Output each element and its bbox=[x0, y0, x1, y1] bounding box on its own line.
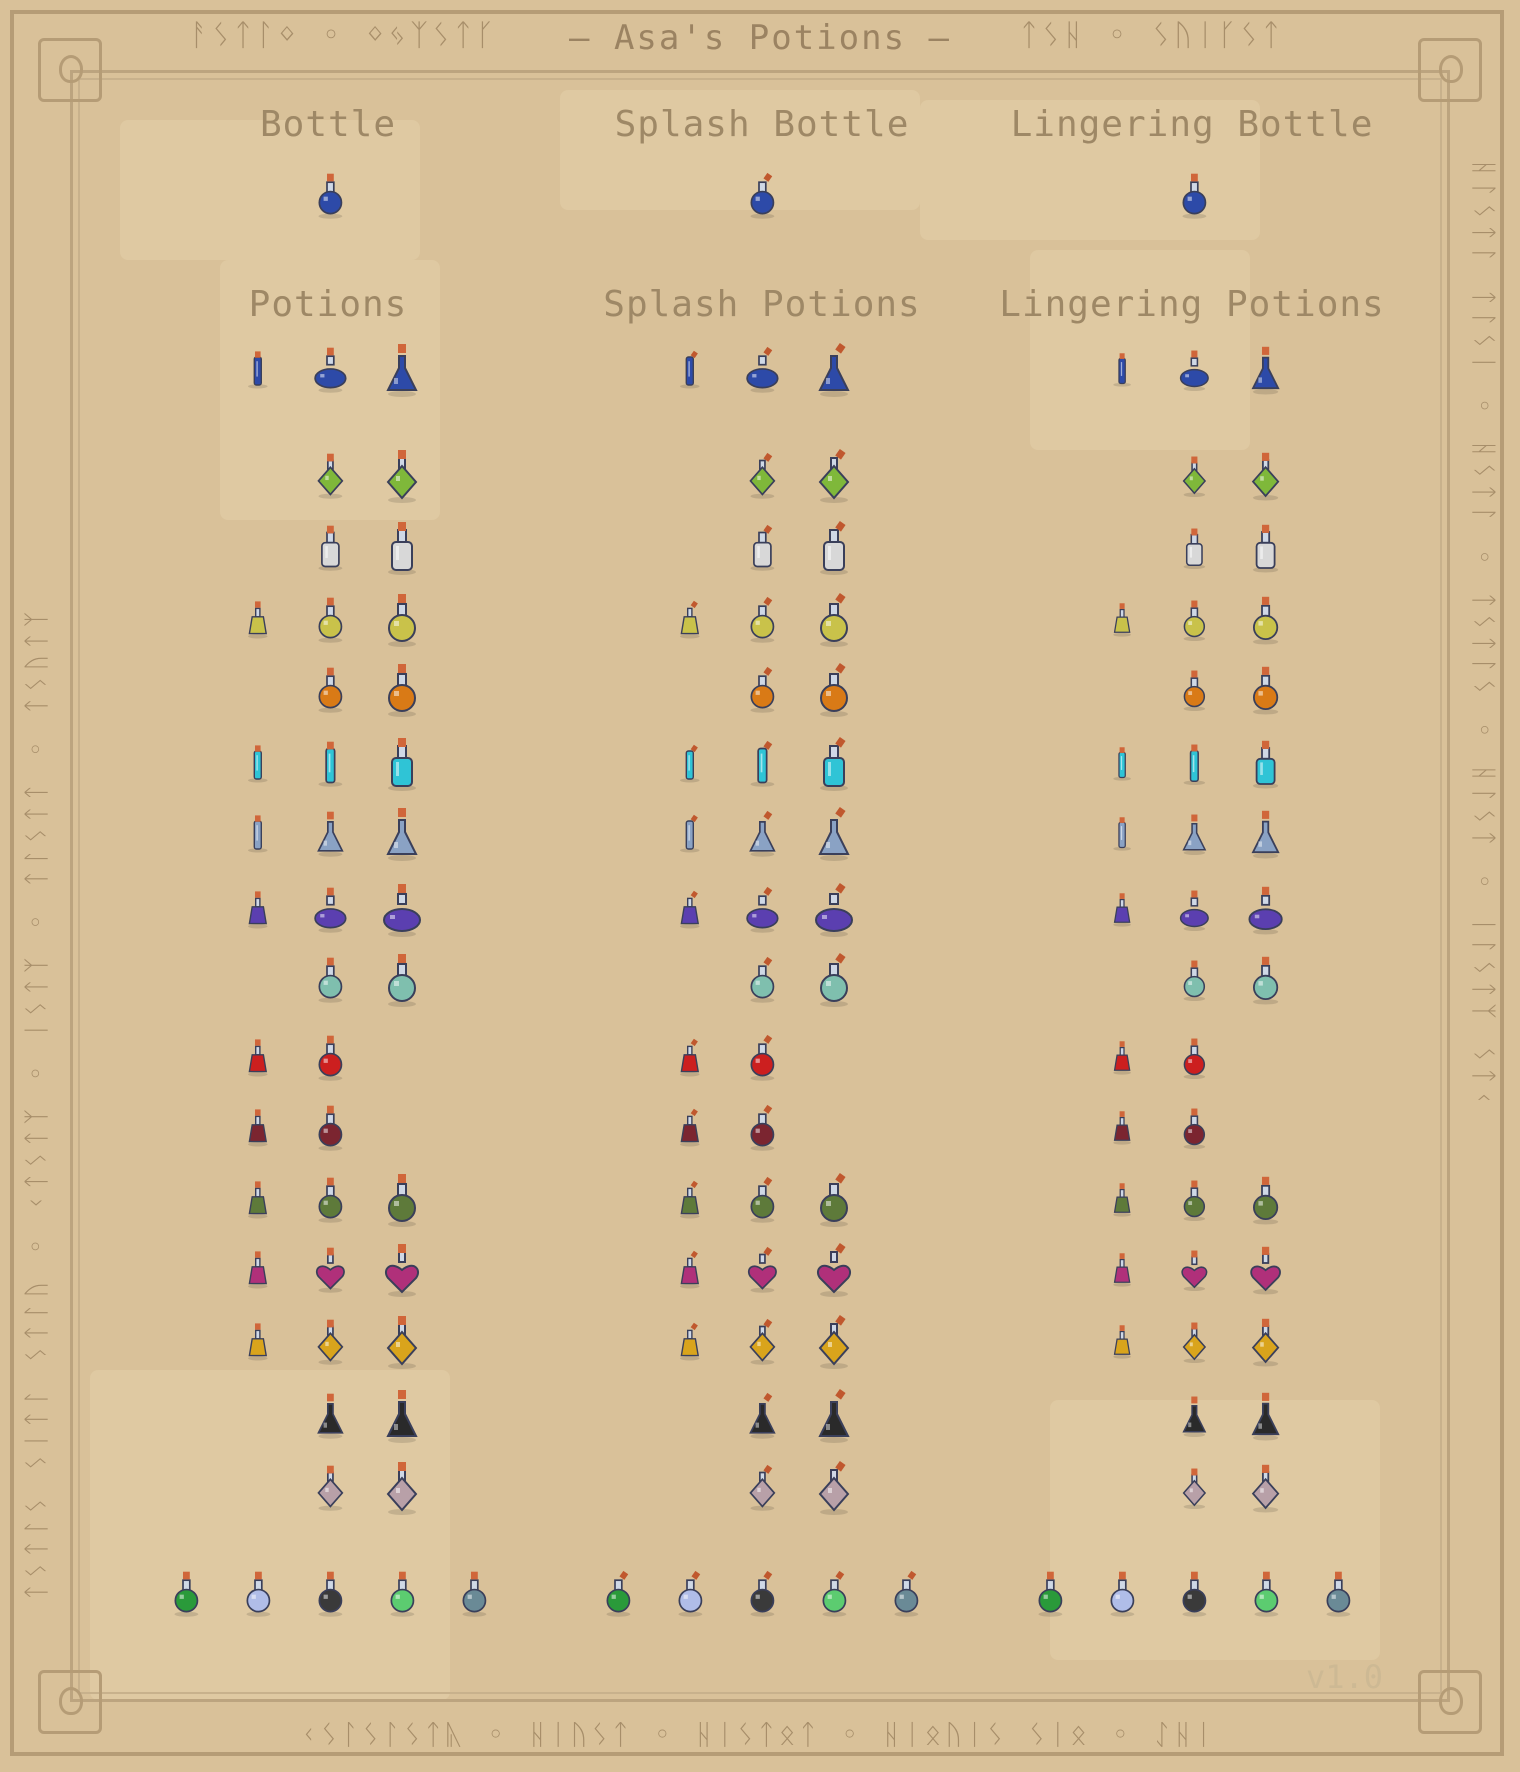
small-purple-potion-icon bbox=[241, 890, 275, 929]
round-water-potion-icon bbox=[310, 172, 351, 220]
diamond-gold-potion-icon bbox=[810, 1314, 858, 1370]
tall-white-potion-icon bbox=[1244, 523, 1287, 573]
round-seafoam-potion-icon bbox=[1176, 959, 1213, 1002]
vial-cyan-potion-icon bbox=[1107, 746, 1137, 781]
diamond-pink_grey-potion-icon bbox=[1176, 1467, 1213, 1510]
diamond-pink_grey-potion-icon bbox=[378, 1460, 426, 1516]
round-ash-potion-icon bbox=[742, 1570, 783, 1618]
heading-bottle: Bottle bbox=[259, 104, 397, 145]
flask-black-potion-icon bbox=[310, 1392, 351, 1440]
round-olive-potion-icon bbox=[810, 1172, 858, 1228]
flask-water-potion-icon bbox=[810, 342, 858, 398]
small-red-potion-icon bbox=[673, 1038, 707, 1077]
round-seafoam-potion-icon bbox=[378, 952, 426, 1008]
left-runes: ᛏᛊᛏᛚᛊ ᛊᛁᛏᛚ ᛊᛏᛚᚢ ◦ ᚲᛏᛊᛏᛉ ◦ ᛁᛊᛏᛉ ◦ ᛏᛚᛊᛏᛏ ◦ ᛏᛊᚢᛏᛉ bbox=[22, 605, 52, 1600]
vial-cyan-potion-icon bbox=[673, 744, 707, 783]
small-red-potion-icon bbox=[241, 1038, 275, 1077]
flask-black-potion-icon bbox=[1244, 1391, 1287, 1441]
wide-water-potion-icon bbox=[1176, 349, 1213, 392]
round-water-potion-icon bbox=[742, 172, 783, 220]
diamond-lime-potion-icon bbox=[378, 448, 426, 504]
bulb-icon bbox=[1439, 1687, 1463, 1715]
small-gold-potion-icon bbox=[1107, 1324, 1137, 1359]
diamond-lime-potion-icon bbox=[1244, 451, 1287, 501]
round-pale_blue-potion-icon bbox=[670, 1570, 711, 1618]
tall-white-potion-icon bbox=[810, 520, 858, 576]
heart-magenta-potion-icon bbox=[1244, 1245, 1287, 1295]
diamond-lime-potion-icon bbox=[742, 452, 783, 500]
bulb-icon bbox=[59, 1687, 83, 1715]
round-green-potion-icon bbox=[598, 1570, 639, 1618]
round-orange-potion-icon bbox=[1244, 665, 1287, 715]
round-emerald-potion-icon bbox=[814, 1570, 855, 1618]
top-rune-left: ᚨᛊᛏᛚᛜ ◦ ᛜᛃᛉᛊᛏᚴ bbox=[190, 18, 499, 53]
right-runes: ᚺᛚᛊᛏᛚ ᛏᛚᛊᛁ ◦ ᚺᛊᛏᛚ ◦ ᛏᛊᛏᛚᛊ ◦ ᚺᛚᛊᛏ ◦ ᛁᛚᛊᛏᛉ ᛊᛏᚲ bbox=[1468, 160, 1498, 1112]
flask-steel-potion-icon bbox=[742, 810, 783, 858]
vial-cyan-potion-icon bbox=[310, 740, 351, 788]
small-olive-potion-icon bbox=[1107, 1182, 1137, 1217]
diamond-gold-potion-icon bbox=[310, 1318, 351, 1366]
vial-cyan-potion-icon bbox=[241, 744, 275, 783]
small-magenta-potion-icon bbox=[673, 1250, 707, 1289]
heart-magenta-potion-icon bbox=[1176, 1249, 1213, 1292]
vial-water-potion-icon bbox=[673, 350, 707, 389]
flask-icon bbox=[1439, 55, 1463, 83]
diamond-lime-potion-icon bbox=[810, 448, 858, 504]
flask-steel-potion-icon bbox=[310, 810, 351, 858]
heading-potions: Potions bbox=[248, 284, 408, 325]
vial-steel-potion-icon bbox=[1107, 816, 1137, 851]
flask-black-potion-icon bbox=[742, 1392, 783, 1440]
tall-white-potion-icon bbox=[310, 524, 351, 572]
flask-steel-potion-icon bbox=[1176, 813, 1213, 856]
flask-water-potion-icon bbox=[1244, 345, 1287, 395]
small-olive-potion-icon bbox=[673, 1180, 707, 1219]
vial-cyan-potion-icon bbox=[1176, 743, 1213, 786]
round-ash-potion-icon bbox=[1174, 1570, 1215, 1618]
diamond-gold-potion-icon bbox=[742, 1318, 783, 1366]
flask-steel-potion-icon bbox=[1244, 809, 1287, 859]
round-olive-potion-icon bbox=[742, 1176, 783, 1224]
small-gold-potion-icon bbox=[673, 1322, 707, 1361]
diamond-pink_grey-potion-icon bbox=[742, 1464, 783, 1512]
wide-purple-potion-icon bbox=[810, 882, 858, 938]
round-yellow-potion-icon bbox=[1244, 595, 1287, 645]
flask-steel-potion-icon bbox=[810, 806, 858, 862]
small-red-potion-icon bbox=[1107, 1040, 1137, 1075]
wide-water-potion-icon bbox=[310, 346, 351, 394]
round-orange-potion-icon bbox=[310, 666, 351, 714]
heading-lingering-potions: Lingering Potions bbox=[999, 284, 1385, 325]
small-yellow-potion-icon bbox=[1107, 602, 1137, 637]
small-magenta-potion-icon bbox=[1107, 1252, 1137, 1287]
round-yellow-potion-icon bbox=[378, 592, 426, 648]
round-olive-potion-icon bbox=[1176, 1179, 1213, 1222]
tall-cyan-potion-icon bbox=[810, 736, 858, 792]
flask-steel-potion-icon bbox=[378, 806, 426, 862]
vial-steel-potion-icon bbox=[241, 814, 275, 853]
wide-purple-potion-icon bbox=[1176, 889, 1213, 932]
heading-splash-bottle: Splash Bottle bbox=[614, 104, 910, 145]
small-yellow-potion-icon bbox=[241, 600, 275, 639]
heart-magenta-potion-icon bbox=[310, 1246, 351, 1294]
heading-splash-potions: Splash Potions bbox=[603, 284, 921, 325]
heading-lingering-bottle: Lingering Bottle bbox=[1010, 104, 1374, 145]
vial-steel-potion-icon bbox=[673, 814, 707, 853]
top-rune-right: ᛏᛊᚺ ◦ ᛊᚢᛁᚴᛊᛏ bbox=[1020, 18, 1285, 53]
tall-cyan-potion-icon bbox=[378, 736, 426, 792]
flask-black-potion-icon bbox=[378, 1388, 426, 1444]
round-orange-potion-icon bbox=[742, 666, 783, 714]
round-slate-potion-icon bbox=[1318, 1570, 1359, 1618]
round-seafoam-potion-icon bbox=[1244, 955, 1287, 1005]
small-purple-potion-icon bbox=[1107, 892, 1137, 927]
vial-water-potion-icon bbox=[1107, 352, 1137, 387]
wide-purple-potion-icon bbox=[310, 886, 351, 934]
tall-white-potion-icon bbox=[742, 524, 783, 572]
round-seafoam-potion-icon bbox=[810, 952, 858, 1008]
wide-purple-potion-icon bbox=[1244, 885, 1287, 935]
sheet-title: — Asa's Potions — bbox=[569, 18, 951, 58]
round-olive-potion-icon bbox=[310, 1176, 351, 1224]
diamond-gold-potion-icon bbox=[1176, 1321, 1213, 1364]
corner-ornament-br bbox=[1418, 1670, 1482, 1734]
diamond-lime-potion-icon bbox=[1176, 455, 1213, 498]
tall-white-potion-icon bbox=[378, 520, 426, 576]
diamond-pink_grey-potion-icon bbox=[1244, 1463, 1287, 1513]
small-gold-potion-icon bbox=[241, 1322, 275, 1361]
round-ash-potion-icon bbox=[310, 1570, 351, 1618]
round-slate-potion-icon bbox=[886, 1570, 927, 1618]
small-maroon-potion-icon bbox=[673, 1108, 707, 1147]
small-maroon-potion-icon bbox=[1107, 1110, 1137, 1145]
round-pale_blue-potion-icon bbox=[238, 1570, 279, 1618]
corner-ornament-bl bbox=[38, 1670, 102, 1734]
round-olive-potion-icon bbox=[1244, 1175, 1287, 1225]
small-maroon-potion-icon bbox=[241, 1108, 275, 1147]
flask-water-potion-icon bbox=[378, 342, 426, 398]
round-yellow-potion-icon bbox=[742, 596, 783, 644]
diamond-gold-potion-icon bbox=[378, 1314, 426, 1370]
round-pale_blue-potion-icon bbox=[1102, 1570, 1143, 1618]
round-red-potion-icon bbox=[1176, 1037, 1213, 1080]
round-yellow-potion-icon bbox=[1176, 599, 1213, 642]
heart-magenta-potion-icon bbox=[742, 1246, 783, 1294]
diamond-gold-potion-icon bbox=[1244, 1317, 1287, 1367]
round-orange-potion-icon bbox=[1176, 669, 1213, 712]
round-seafoam-potion-icon bbox=[742, 956, 783, 1004]
flask-icon bbox=[59, 55, 83, 83]
round-green-potion-icon bbox=[166, 1570, 207, 1618]
tall-white-potion-icon bbox=[1176, 527, 1213, 570]
round-red-potion-icon bbox=[310, 1034, 351, 1082]
diamond-pink_grey-potion-icon bbox=[310, 1464, 351, 1512]
round-orange-potion-icon bbox=[378, 662, 426, 718]
wide-water-potion-icon bbox=[742, 346, 783, 394]
tall-cyan-potion-icon bbox=[1244, 739, 1287, 789]
round-yellow-potion-icon bbox=[810, 592, 858, 648]
wide-purple-potion-icon bbox=[742, 886, 783, 934]
round-slate-potion-icon bbox=[454, 1570, 495, 1618]
heart-magenta-potion-icon bbox=[378, 1242, 426, 1298]
round-olive-potion-icon bbox=[378, 1172, 426, 1228]
vial-cyan-potion-icon bbox=[742, 740, 783, 788]
round-yellow-potion-icon bbox=[310, 596, 351, 644]
round-water-potion-icon bbox=[1174, 172, 1215, 220]
round-emerald-potion-icon bbox=[382, 1570, 423, 1618]
small-yellow-potion-icon bbox=[673, 600, 707, 639]
round-green-potion-icon bbox=[1030, 1570, 1071, 1618]
round-seafoam-potion-icon bbox=[310, 956, 351, 1004]
heart-magenta-potion-icon bbox=[810, 1242, 858, 1298]
small-olive-potion-icon bbox=[241, 1180, 275, 1219]
wide-purple-potion-icon bbox=[378, 882, 426, 938]
round-maroon-potion-icon bbox=[310, 1104, 351, 1152]
flask-black-potion-icon bbox=[1176, 1395, 1213, 1438]
bottom-runes: ᚲᛊᛚᛊᛚᛊᛏᚣ ◦ ᚺᛁᚢᛊᛏ ◦ ᚺᛁᛊᛏᛟᛏ ◦ ᚺᛁᛟᚢᛁᛊ ᛊᛁᛟ ◦ ᛇᚺᛁ bbox=[300, 1718, 1216, 1751]
small-magenta-potion-icon bbox=[241, 1250, 275, 1289]
round-maroon-potion-icon bbox=[1176, 1107, 1213, 1150]
round-orange-potion-icon bbox=[810, 662, 858, 718]
flask-black-potion-icon bbox=[810, 1388, 858, 1444]
round-emerald-potion-icon bbox=[1246, 1570, 1287, 1618]
diamond-lime-potion-icon bbox=[310, 452, 351, 500]
small-purple-potion-icon bbox=[673, 890, 707, 929]
diamond-pink_grey-potion-icon bbox=[810, 1460, 858, 1516]
vial-water-potion-icon bbox=[241, 350, 275, 389]
round-red-potion-icon bbox=[742, 1034, 783, 1082]
round-maroon-potion-icon bbox=[742, 1104, 783, 1152]
version-label: v1.0 bbox=[1306, 1658, 1384, 1696]
